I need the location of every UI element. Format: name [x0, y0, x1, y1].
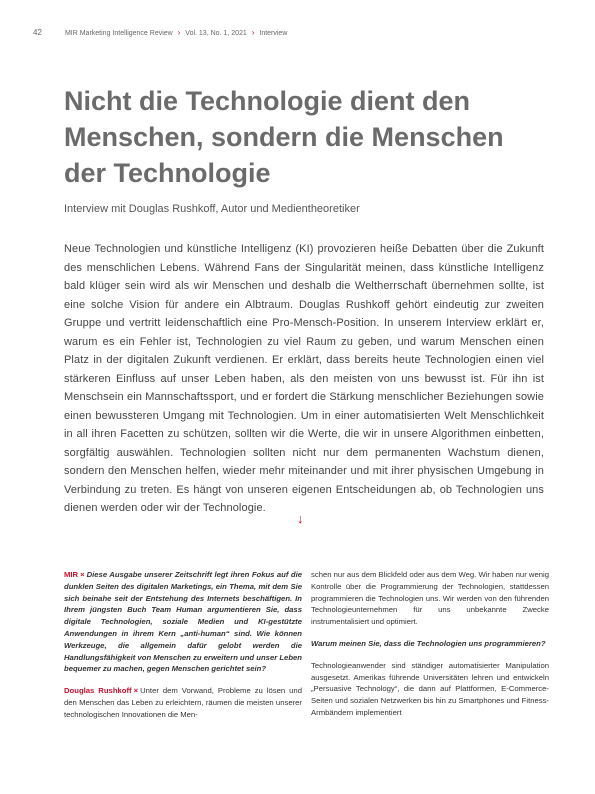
question-text: Warum meinen Sie, dass die Technologien uns programmieren?: [311, 638, 546, 648]
answer-paragraph: [64, 685, 302, 720]
left-column: [64, 569, 302, 721]
close-icon: ×: [133, 686, 139, 696]
right-column: [311, 569, 549, 719]
answer-continuation: schen nur aus dem Blickfeld oder aus dem Weg. Wir haben nur wenig Kontrolle über die Programmierung der Technologien, stattdessen programmieren die Technologien uns. Wir werden von den führenden Technologieunternehmen für uns unbekannte Zwecke instrumentalisiert und optimiert.: [311, 570, 549, 627]
volume-info: Vol. 13, No. 1, 2021: [185, 30, 247, 37]
chevron-right-icon: ›: [177, 28, 181, 37]
page-subtitle: Interview mit Douglas Rushkoff, Autor und Medientheoretiker: [64, 203, 360, 215]
page-number: 42: [33, 28, 42, 37]
answer-text: Unter dem Vorwand, Probleme zu lösen und den Menschen das Leben zu erleichtern, räumen die meisten unserer technologischen Innovationen die Men-: [64, 686, 302, 719]
close-icon: ×: [80, 570, 85, 579]
page-title: Nicht die Technologie dient den Menschen, sondern die Menschen der Technologie: [64, 86, 504, 188]
question-text: Diese Ausgabe unserer Zeitschrift legt ihren Fokus auf die dunklen Seiten des digitalen Marketings, ein Thema, mit dem Sie sich beinahe seit der Entstehung des Internets beschäftigen. In Ihrem jüngsten Buch Team Human argumentieren Sie, dass digitale Technologien, soziale Medien und KI-gestützte Anwendungen in ihrem Kern „anti-human“ sind. Wie können Werkzeuge, die allgemein dafür gelobt werden die Handlungsfähigkeit von Menschen zu erweitern und unser Leben bequemer zu machen, gegen Menschen gerichtet sein?: [64, 570, 302, 674]
running-header: [33, 28, 287, 37]
journal-name: MIR Marketing Intelligence Review: [64, 30, 173, 37]
speaker-label: MIR: [64, 570, 79, 579]
arrow-down-icon: ↓: [297, 511, 304, 526]
speaker-label: Douglas Rushkoff: [64, 686, 132, 696]
chevron-right-icon: ›: [251, 28, 255, 37]
answer-text: Technologieanwender sind ständiger automatisierter Manipulation ausgesetzt. Amerikas führende Universitäten lehren und entwickeln „Persuasive Technology“, die dann auf Plattformen, E-Commerce-Seiten und sozialen Netzwerken bis hin zu Smartphones und Fitness-Armbändern implementiert: [311, 660, 549, 717]
section-label: Interview: [259, 30, 288, 37]
abstract-text: Neue Technologien und künstliche Intelligenz (KI) provozieren heiße Debatten über die Zukunft des menschlichen Lebens. Während Fans der Singularität meinen, dass künstliche Intelligenz bald klüger sein wird als wir Menschen und deshalb die Weltherrschaft übernehmen sollte, ist eine solche Vision für andere ein Albtraum. Douglas Rushkoff gehört eindeutig zur zweiten Gruppe und vertritt leidenschaftlich eine Pro-Mensch-Position. In unserem Interview erklärt er, warum es ein Fehler ist, Technologien zu viel Raum zu geben, und warum Menschen einen Platz in der digitalen Zukunft verdienen. Er erklärt, dass bereits heute Technologien einen viel stärkeren Einfluss auf unser Leben haben, als den meisten von uns bewusst ist. Für ihn ist Menschsein ein Mannschaftssport, und er fordert die Stärkung menschlicher Beziehungen sowie einen bewussteren Umgang mit Technologien. Um in einer automatisierten Welt Menschlichkeit in all ihren Facetten zu schützen, sollten wir die Werte, die wir in unsere Algorithmen einbetten, sorgfältig auswählen. Technologien sollten nicht nur dem permanenten Wachstum dienen, sondern den Menschen helfen, wieder mehr miteinander und mit ihrer physischen Umgebung in Verbindung zu treten. Es hängt von unseren eigenen Entscheidungen ab, ob Technologien uns dienen werden oder wir der Technologie.: [64, 243, 544, 514]
question-paragraph: [64, 569, 302, 675]
